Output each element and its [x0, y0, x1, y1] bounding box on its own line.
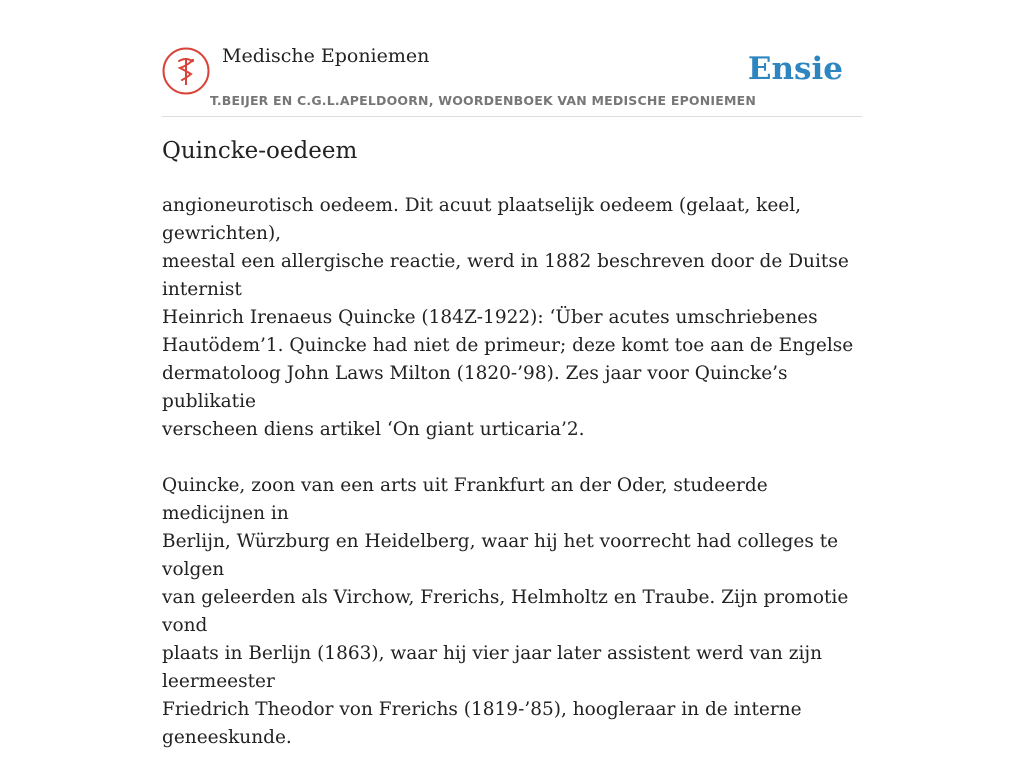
- site-title[interactable]: Medische Eponiemen: [222, 45, 430, 67]
- article-paragraph: angioneurotisch oedeem. Dit acuut plaatselijk oedeem (gelaat, keel, gewrichten), meestal een allergische reactie, werd in 1882 beschreven door de Duitse internist Heinrich Irenaeus Quincke (184Z-1922): ‘Über acutes umschriebenes Hautödem’1. Quincke had niet de primeur; deze komt toe aan de Engelse dermatoloog John Laws Milton (1820-’98). Zes jaar voor Quincke’s publikatie verscheen diens artikel ‘On giant urticaria’2.: [162, 195, 854, 440]
- page: [162, 0, 862, 748]
- caduceus-icon[interactable]: [162, 47, 210, 95]
- source-reference[interactable]: T.BEIJER EN C.G.L.APELDOORN, WOORDENBOEK VAN MEDISCHE EPONIEMEN: [210, 93, 757, 108]
- site-header: [162, 0, 862, 117]
- article-body: [162, 192, 862, 780]
- article-title: Quincke-oedeem: [162, 138, 358, 164]
- brand-logo[interactable]: Ensie: [747, 51, 843, 87]
- article-paragraph: Quincke, zoon van een arts uit Frankfurt an der Oder, studeerde medicijnen in Berlijn, Würzburg en Heidelberg, waar hij het voorrecht had colleges te volgen van geleerden als Virchow, Frerichs, Helmholtz en Traube. Zijn promotie vond plaats in Berlijn (1863), waar hij vier jaar later assistent werd van zijn leermeester Friedrich Theodor von Frerichs (1819-’85), hoogleraar in de interne geneeskunde.: [162, 475, 849, 748]
